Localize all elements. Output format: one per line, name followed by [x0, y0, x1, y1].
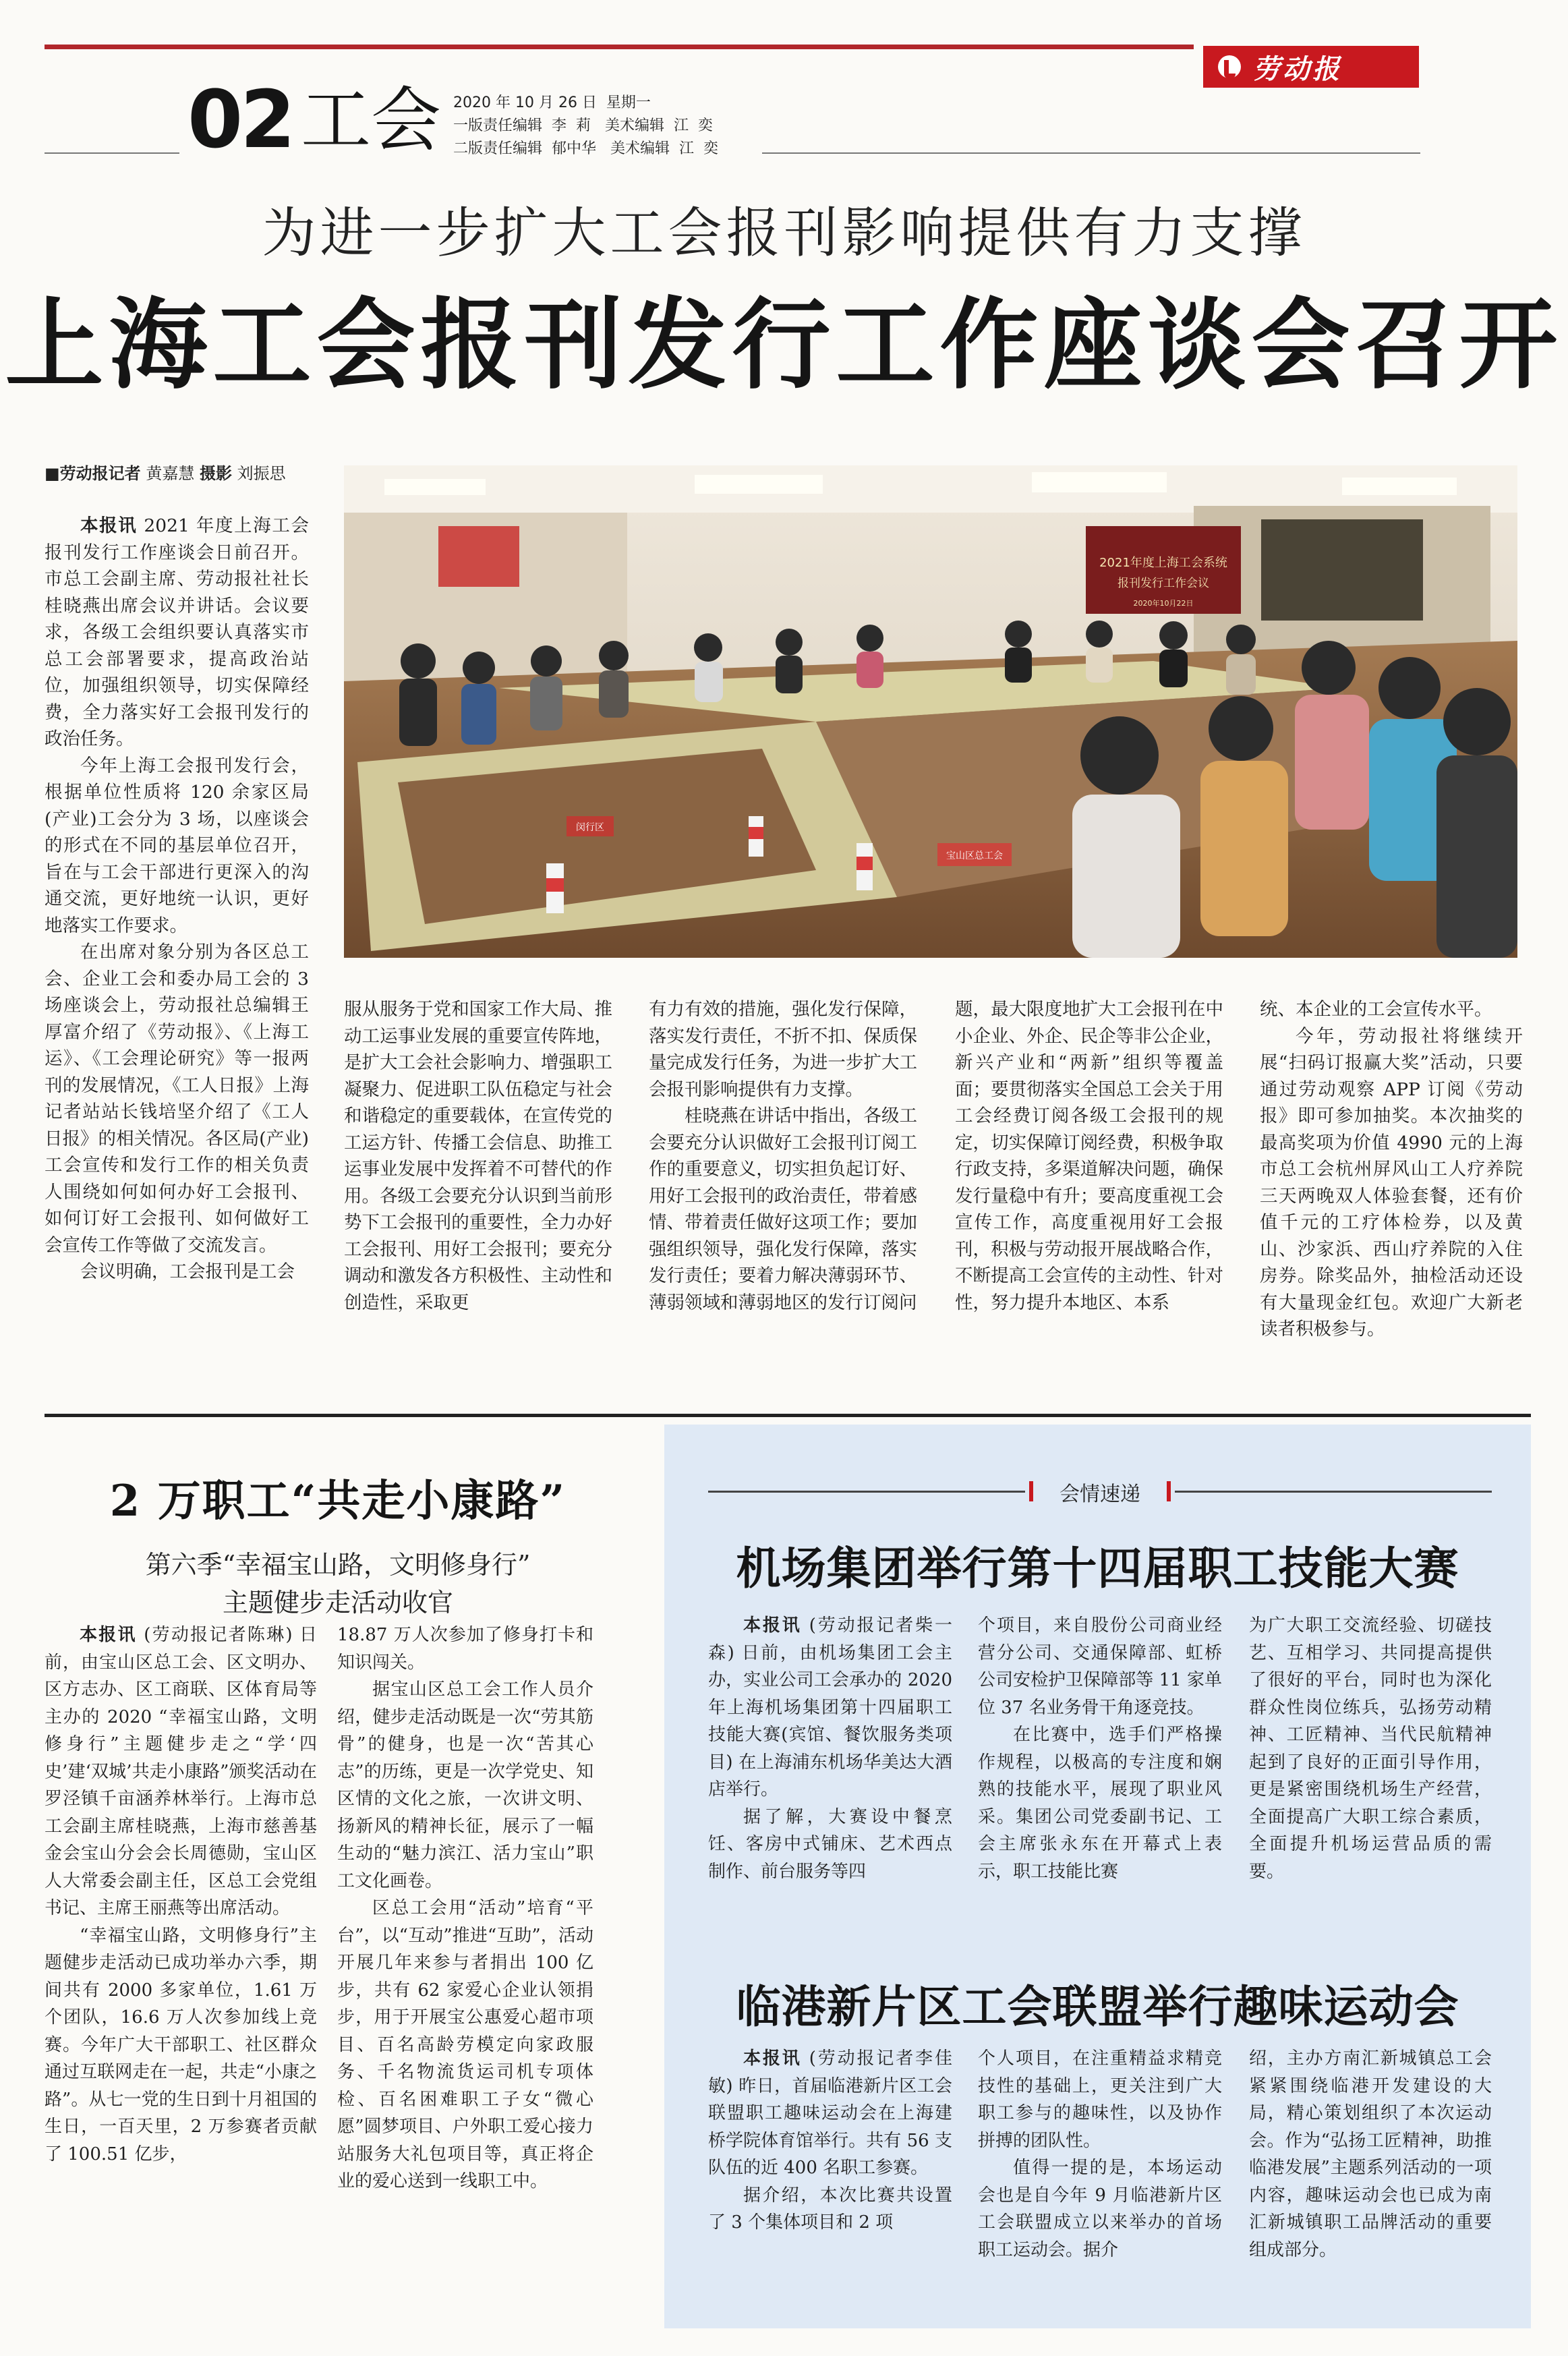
lead-col-1 — [45, 513, 309, 1286]
brief1-title: 机场集团举行第十四届职工技能大赛 — [736, 1542, 1459, 1594]
lead-col-4 — [955, 996, 1223, 1316]
header-rule-right — [762, 152, 1420, 154]
logo-icon — [1218, 55, 1241, 78]
lead-col-5 — [1260, 996, 1523, 1343]
brief1-col-3 — [1249, 1612, 1492, 1885]
brief1-col1-para: 据了解，大赛设中餐烹饪、客房中式铺床、艺术西点制作、前台服务等四 — [708, 1806, 952, 1882]
panel-tag-mark-right — [1167, 1481, 1171, 1501]
screen-line-2: 报刊发行工作会议 — [1117, 577, 1209, 590]
brief1-col-2 — [978, 1612, 1222, 1885]
panel-tag-rule-left — [708, 1491, 1025, 1493]
lead-headline: 上海工会报刊发行工作座谈会召开 — [5, 287, 1563, 403]
lead-col1-para: 今年上海工会报刊发行会，根据单位性质将 120 余家区局(产业)工会分为 3 场，以座谈会的形式在不同的基层单位召开，旨在与工会干部进行更深入的沟通交流，更好地统一认识，更好地落实工作要求。 — [45, 755, 309, 936]
section-name: 工会 — [301, 79, 442, 161]
brief2-col1-para — [708, 2045, 952, 2182]
brief1-col1-text: (劳动报记者柴一森) 日前，由机场集团工会主办，实业公司工会承办的 2020 年上海机场集团第十四届职工技能大赛(宾馆、餐饮服务类项目) 在上海浦东机场华美达大酒店举行。 — [708, 1615, 952, 1800]
story2-col1-text: (劳动报记者陈琳) 日前，由宝山区总工会、区文明办、区方志办、区工商联、区体育局等主办的 2020 “幸福宝山路，文明修身行”主题健步走之“学‘四史’建‘双城’共走小康路”颁奖活动在罗泾镇千亩涵养林举行。上海市总工会副主席桂晓燕，上海市慈善基金会宝山分会会长周德勋，宝山区人大常委会副主任，区总工会党组书记、主席王丽燕等出席活动。 — [45, 1625, 317, 1918]
dateline-label: 本报讯 — [743, 2048, 802, 2069]
brief1-col2-para: 在比赛中，选手们严格操作规程，以极高的专注度和娴熟的技能水平，展现了职业风采。集团公司党委副书记、工会主席张永东在开幕式上表示，职工技能比赛 — [978, 1725, 1222, 1882]
meta-editors-1: 一版责任编辑 李 莉 美术编辑 江 奕 — [453, 117, 713, 134]
brief2-col2-para: 值得一提的是，本场运动会也是自今年 9 月临港新片区工会联盟成立以来举办的首场职工运动会。据介 — [978, 2158, 1222, 2260]
story2-subtitle-line: 第六季“幸福宝山路，文明修身行” — [145, 1550, 531, 1580]
lead-col1-para: 在出席对象分别为各区总工会、企业工会和委办局工会的 3 场座谈会上，劳动报社总编辑王厚富介绍了《劳动报》、《上海工运》、《工会理论研究》等一报两刊的发展情况，《工人日报》上海记者站站长钱培坚介绍了《工人日报》的相关情况。各区局(产业)工会宣传和发行工作的相关负责人围绕如何如何办好工会报刊、如何订好工会报刊、如何做好工会宣传工作等做了交流发言。 — [45, 942, 309, 1256]
brief2-col-3 — [1249, 2045, 1492, 2264]
paper-logo — [1203, 46, 1419, 88]
brief2-col-2 — [978, 2045, 1222, 2264]
meta-date: 2020 年 10 月 26 日 星期一 — [453, 94, 651, 111]
meeting-photo-illustration — [344, 465, 1517, 958]
lead-col1-para: 会议明确，工会报刊是工会 — [80, 1261, 295, 1282]
lead-col3-para: 桂晓燕在讲话中指出，各级工会要充分认识做好工会报刊订阅工作的重要意义，切实担负起订好、用好工会报刊的政治责任，带着感情、带着责任做好这项工作；要加强组织领导，强化发行保障，落实发行责任；要着力解决薄弱环节、薄弱领域和薄弱地区的发行订阅问 — [649, 1105, 917, 1313]
story2-col-1 — [45, 1621, 317, 2168]
panel-tag: 会情速递 — [1059, 1483, 1140, 1506]
lead-col1-para — [45, 513, 309, 753]
brief1-col1-para — [708, 1612, 952, 1804]
brief2-col1-text: (劳动报记者李佳敏) 昨日，首届临港新片区工会联盟职工趣味运动会在上海建桥学院体育馆举行。共有 56 支队伍的近 400 名职工参赛。 — [708, 2048, 952, 2178]
lead-col2-para: 服从服务于党和国家工作大局、推动工运事业发展的重要宣传阵地，是扩大工会社会影响力、增强职工凝聚力、促进职工队伍稳定与社会和谐稳定的重要载体，在宣传党的工运方针、传播工会信息、助推工运事业发展中发挥着不可替代的作用。各级工会要充分认识到当前形势下工会报刊的重要性，全力办好工会报刊、用好工会报刊；要充分调动和激发各方积极性、主动性和创造性，采取更 — [344, 999, 612, 1313]
meeting-photo — [344, 465, 1517, 958]
story2-subtitle — [45, 1546, 631, 1621]
brief2-col3-para: 绍，主办方南汇新城镇总工会紧紧围绕临港开发建设的大局，精心策划组织了本次运动会。作为“弘扬工匠精神，助推临港发展”主题系列活动的一项内容，趣味运动会也已成为南汇新城镇职工品牌活动的重要组成部分。 — [1249, 2048, 1492, 2260]
lead-col-3 — [649, 996, 917, 1316]
brief1-col2-para: 个项目，来自股份公司商业经营分公司、交通保障部、虹桥公司安检护卫保障部等 11 家单位 37 名业务骨干角逐竞技。 — [978, 1615, 1222, 1718]
edition-meta — [453, 92, 718, 161]
screen-line-1: 2021年度上海工会系统 — [1099, 556, 1227, 570]
top-rule — [45, 45, 1194, 49]
story2-subtitle-line: 主题健步走活动收官 — [222, 1588, 453, 1617]
panel-tag-mark-left — [1029, 1481, 1033, 1501]
story2-col1-para: “幸福宝山路，文明修身行”主题健步走活动已成功举办六季，期间共有 2000 多家单位，1.61 万个团队，16.6 万人次参加线上竞赛。今年广大干部职工、社区群众通过互联网走在一起，共走“小康之路”。从七一党的生日到十月祖国的生日，一百天里，2 万参赛者贡献了 100.51 亿步， — [45, 1925, 317, 2164]
paper-name: 劳动报 — [1253, 53, 1342, 85]
brief1-col-1 — [708, 1612, 952, 1885]
brief2-col-1 — [708, 2045, 952, 2237]
lead-col5-para: 统、本企业的工会宣传水平。 — [1260, 999, 1492, 1020]
header-rule-left — [45, 152, 179, 154]
panel-tag-rule-right — [1175, 1491, 1492, 1493]
screen-line-3: 2020年10月22日 — [1133, 599, 1194, 608]
lead-col-2 — [344, 996, 612, 1316]
story2-col-2 — [337, 1621, 593, 2195]
brief2-col2-para: 个人项目，在注重精益求精竞技性的基础上，更关注到广大职工参与的趣味性，以及协作拼搏的团队性。 — [978, 2048, 1222, 2151]
lead-kicker: 为进一步扩大工会报刊影响提供有力支撑 — [262, 202, 1306, 264]
lead-col5-para: 今年，劳动报社将继续开展“扫码订报赢大奖”活动，只要通过劳动观察 APP 订阅《劳动报》即可参加抽奖。本次抽奖的最高奖项为价值 4990 元的上海市总工会杭州屏风山工人疗养院三天两晚双人体验套餐，还有价值千元的工疗体检券，以及黄山、沙家浜、西山疗养院的入住房券。除奖品外，抽检活动还设有大量现金红包。欢迎广大新老读者积极参与。 — [1260, 1025, 1523, 1340]
story2-col2-para: 18.87 万人次参加了修身打卡和知识闯关。 — [337, 1625, 593, 1673]
lead-col4-para: 题，最大限度地扩大工会报刊在中小企业、外企、民企等非公企业，新兴产业和“两新”组织等覆盖面；要贯彻落实全国总工会关于用工会经费订阅各级工会报刊的规定，切实保障订阅经费，积极争取行政支持，多渠道解决问题，确保发行量稳中有升；要高度重视工会宣传工作，高度重视用好工会报刊，积极与劳动报开展战略合作，不断提高工会宣传的主动性、针对性，努力提升本地区、本系 — [955, 999, 1223, 1313]
story2-title: 2 万职工“共走小康路” — [109, 1476, 567, 1526]
byline-photo-label: 摄影 — [199, 464, 232, 483]
byline-photographer: 刘振思 — [237, 464, 286, 483]
section-divider — [45, 1414, 1531, 1417]
dateline-label: 本报讯 — [80, 515, 138, 536]
page-number: 02 — [187, 73, 293, 166]
brief1-col3-para: 为广大职工交流经验、切磋技艺、互相学习、共同提高提供了很好的平台，同时也为深化群众性岗位练兵，弘扬劳动精神、工匠精神、当代民航精神起到了良好的正面引导作用，更是紧密围绕机场生产经营，全面提高广大职工综合素质，全面提升机场运营品质的需要。 — [1249, 1615, 1492, 1882]
story2-col2-para: 据宝山区总工会工作人员介绍，健步走活动既是一次“劳其筋骨”的健身，也是一次“苦其心志”的历练，更是一次学党史、知区情的文化之旅，一次讲文明、扬新风的精神长征，展示了一幅生动的“魅力滨江、活力宝山”职工文化画卷。 — [337, 1679, 593, 1891]
meta-editors-2: 二版责任编辑 郁中华 美术编辑 江 奕 — [453, 140, 718, 157]
story2-col1-para — [45, 1621, 317, 1922]
lead-col1-text: 2021 年度上海工会报刊发行工作座谈会日前召开。市总工会副主席、劳动报社社长桂晓燕出席会议并讲话。会议要求，各级工会组织要认真落实市总工会部署要求，提高政治站位，加强组织领导，切实保障经费，全力落实好工会报刊发行的政治任务。 — [45, 515, 310, 749]
story2-col2-para: 区总工会用“活动”培育“平台”，以“互动”推进“互助”，活动开展几年来参与者捐出 100 亿步，共有 62 家爱心企业认领捐步，用于开展宝公惠爱心超市项目、百名高龄劳模定向家政服务、千名物流货运司机专项体检、百名困难职工子女“微心愿”圆梦项目、户外职工爱心接力站服务大礼包项目等，真正将企业的爱心送到一线职工中。 — [337, 1898, 593, 2191]
dateline-label: 本报讯 — [80, 1625, 137, 1645]
dateline-label: 本报讯 — [743, 1615, 802, 1636]
lead-col3-para: 有力有效的措施，强化发行保障，落实发行责任，不折不扣、保质保量完成发行任务，为进一步扩大工会报刊影响提供有力支撑。 — [649, 999, 917, 1100]
brief2-col1-para: 据介绍，本次比赛共设置了 3 个集体项目和 2 项 — [708, 2185, 952, 2233]
brief2-title: 临港新片区工会联盟举行趣味运动会 — [736, 1980, 1459, 2033]
byline-prefix: ■劳动报记者 — [45, 464, 141, 483]
nameplate-1: 闵行区 — [576, 822, 604, 833]
lead-byline — [45, 460, 286, 484]
byline-reporter: 黄嘉慧 — [146, 464, 195, 483]
nameplate-2: 宝山区总工会 — [946, 851, 1003, 861]
